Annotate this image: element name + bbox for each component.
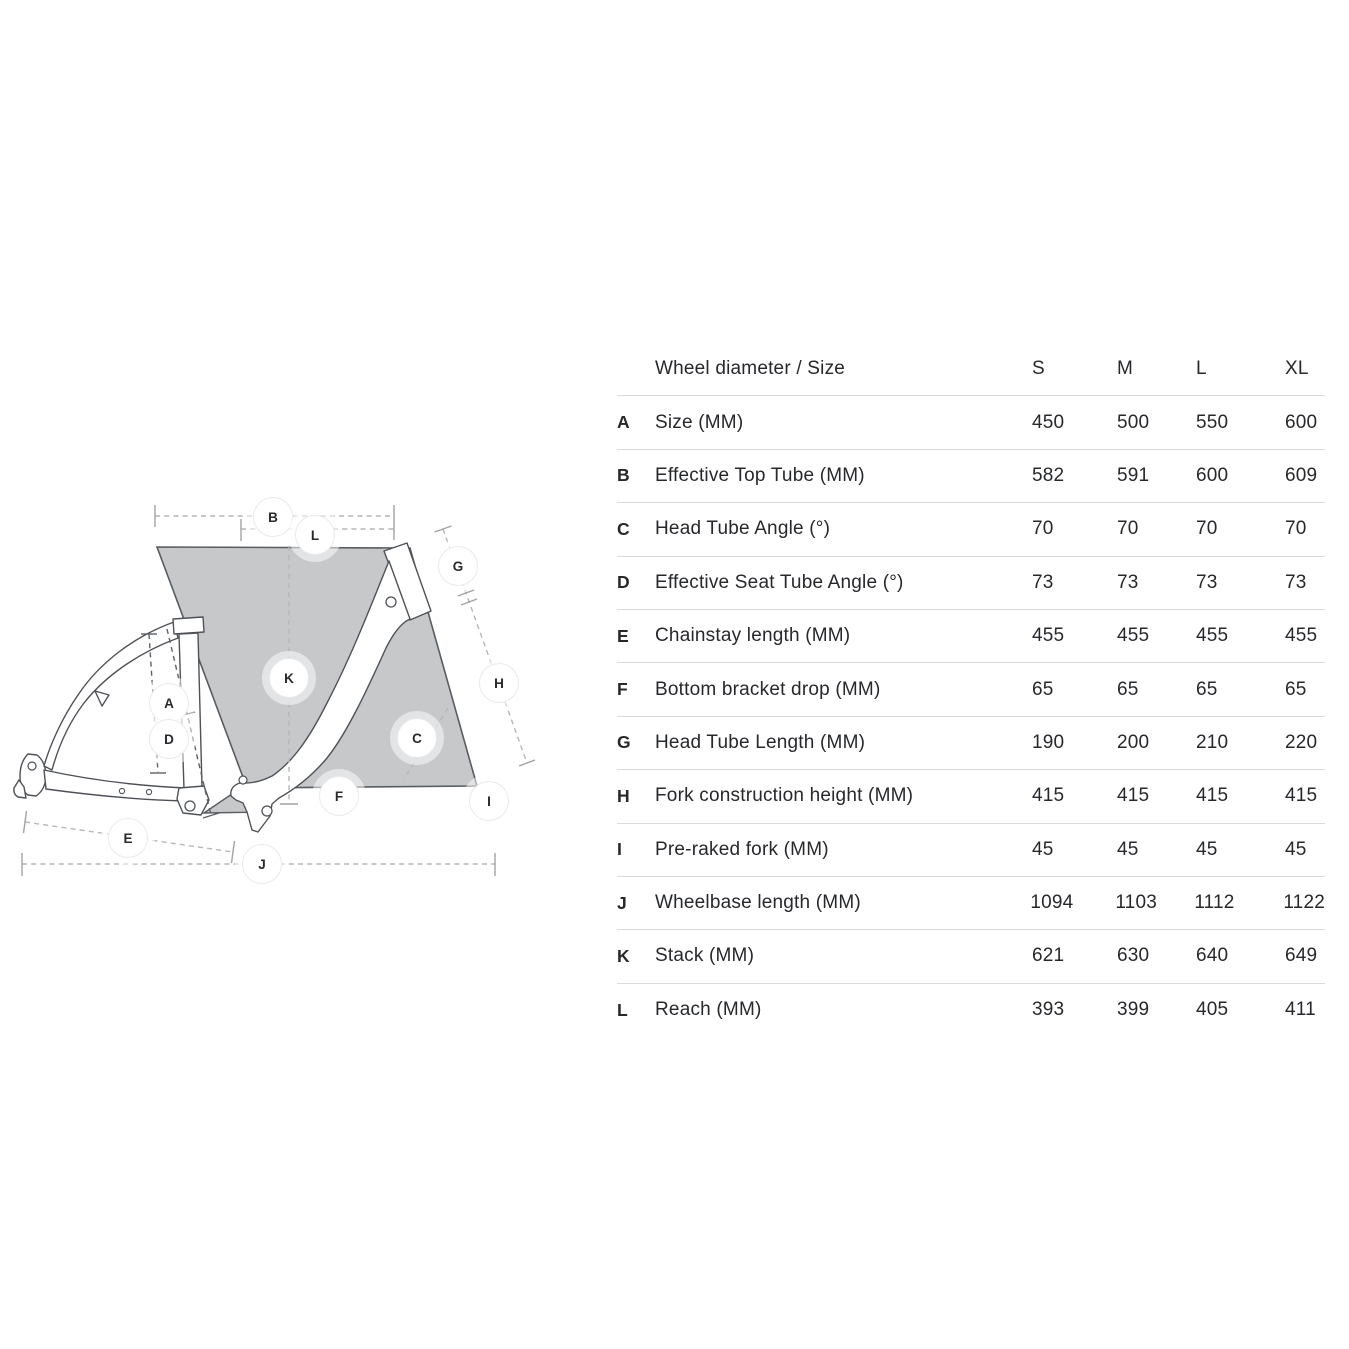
svg-text:C: C	[412, 730, 422, 746]
row-letter: I	[617, 839, 623, 860]
value-s: 45	[1032, 838, 1054, 860]
row-letter: H	[617, 785, 630, 806]
kickstand-bolt-hole	[262, 806, 272, 816]
row-label: Chainstay length (MM)	[655, 625, 851, 647]
svg-text:E: E	[123, 830, 133, 846]
value-s: 65	[1032, 678, 1054, 700]
row-label: Effective Top Tube (MM)	[655, 464, 865, 486]
column-header-size-m: M	[1117, 358, 1134, 380]
column-header-size-s: S	[1032, 358, 1045, 380]
row-letter: G	[617, 732, 631, 753]
svg-text:B: B	[268, 509, 278, 525]
value-m: 455	[1117, 625, 1150, 647]
svg-text:A: A	[164, 695, 174, 711]
row-letter: E	[617, 625, 629, 646]
dimension-badge-K	[262, 651, 316, 705]
frame-size-shape	[157, 547, 477, 813]
value-l: 210	[1196, 731, 1229, 753]
table-row	[617, 877, 1325, 930]
value-l: 405	[1196, 999, 1229, 1021]
table-row	[617, 930, 1325, 983]
dimension-badge-G	[431, 539, 485, 593]
value-m: 500	[1117, 411, 1150, 433]
chain-stay	[44, 770, 186, 801]
value-s: 450	[1032, 411, 1065, 433]
column-header-size-l: L	[1196, 358, 1207, 380]
value-m: 70	[1117, 518, 1139, 540]
chainstay-bolt-hole	[119, 788, 124, 793]
dimension-badge-F	[312, 769, 366, 823]
seat-tube-bolt-hole	[185, 801, 195, 811]
value-l: 640	[1196, 945, 1229, 967]
table-header-label: Wheel diameter / Size	[655, 358, 846, 380]
value-s: 582	[1032, 464, 1065, 486]
value-s: 73	[1032, 571, 1054, 593]
row-label: Bottom bracket drop (MM)	[655, 678, 881, 700]
svg-text:J: J	[258, 856, 266, 872]
value-xl: 411	[1285, 999, 1316, 1021]
value-s: 393	[1032, 999, 1065, 1021]
dimension-badge-I	[462, 774, 516, 828]
value-l: 73	[1196, 571, 1218, 593]
value-xl: 415	[1285, 785, 1318, 807]
value-m: 1103	[1115, 892, 1157, 914]
value-l: 65	[1196, 678, 1218, 700]
value-xl: 65	[1285, 678, 1307, 700]
value-l: 1112	[1194, 892, 1235, 914]
svg-text:D: D	[164, 731, 174, 747]
table-row	[617, 503, 1325, 556]
row-letter: K	[617, 945, 630, 966]
table-row	[617, 770, 1325, 823]
svg-text:I: I	[487, 793, 491, 809]
value-s: 415	[1032, 785, 1065, 807]
dimension-badge-J	[235, 837, 289, 891]
value-xl: 455	[1285, 625, 1318, 647]
table-row	[617, 717, 1325, 770]
value-xl: 73	[1285, 571, 1307, 593]
row-label: Stack (MM)	[655, 945, 755, 967]
row-letter: L	[617, 999, 628, 1020]
value-l: 45	[1196, 838, 1218, 860]
value-xl: 649	[1285, 945, 1318, 967]
row-label: Effective Seat Tube Angle (°)	[655, 571, 904, 593]
dimension-badge-H	[472, 656, 526, 710]
row-label: Size (MM)	[655, 411, 744, 433]
head-tube-bolt-hole	[386, 597, 396, 607]
value-s: 70	[1032, 518, 1054, 540]
seat-post-collar	[173, 617, 204, 634]
row-label: Fork construction height (MM)	[655, 785, 914, 807]
table-row	[617, 450, 1325, 503]
rear-axle-hole	[28, 762, 36, 770]
column-header-size-xl: XL	[1285, 358, 1309, 380]
table-row	[617, 984, 1325, 1037]
geometry-table	[617, 343, 1325, 1037]
row-label: Wheelbase length (MM)	[655, 892, 861, 914]
row-label: Head Tube Length (MM)	[655, 731, 866, 753]
table-row	[617, 663, 1325, 716]
table-body	[617, 396, 1325, 1037]
value-l: 415	[1196, 785, 1229, 807]
value-m: 65	[1117, 678, 1139, 700]
value-m: 73	[1117, 571, 1139, 593]
row-letter: B	[617, 465, 630, 486]
value-xl: 70	[1285, 518, 1307, 540]
dimension-badge-L	[288, 508, 342, 562]
table-row	[617, 824, 1325, 877]
cable-stop-tab	[95, 691, 109, 706]
row-letter: C	[617, 518, 630, 539]
value-xl: 220	[1285, 731, 1318, 753]
bottom-bracket-bolt-hole	[239, 776, 247, 784]
row-label: Pre-raked fork (MM)	[655, 838, 829, 860]
value-s: 621	[1032, 945, 1065, 967]
svg-text:L: L	[310, 527, 320, 543]
value-s: 1094	[1030, 892, 1074, 914]
row-letter: A	[617, 412, 630, 433]
row-letter: F	[617, 679, 628, 700]
value-s: 190	[1032, 731, 1065, 753]
value-xl: 45	[1285, 838, 1307, 860]
value-m: 630	[1117, 945, 1150, 967]
value-l: 600	[1196, 464, 1229, 486]
value-xl: 600	[1285, 411, 1318, 433]
row-label: Head Tube Angle (°)	[655, 518, 831, 540]
svg-text:G: G	[452, 558, 464, 574]
dimension-badge-E	[101, 811, 155, 865]
table-row	[617, 610, 1325, 663]
value-m: 200	[1117, 731, 1150, 753]
row-label: Reach (MM)	[655, 999, 762, 1021]
value-s: 455	[1032, 625, 1065, 647]
value-l: 550	[1196, 411, 1229, 433]
value-l: 70	[1196, 518, 1218, 540]
svg-text:H: H	[494, 675, 504, 691]
value-m: 45	[1117, 838, 1139, 860]
dimension-badge-C	[390, 711, 444, 765]
svg-text:F: F	[334, 788, 344, 804]
value-xl: 1122	[1283, 892, 1325, 914]
value-xl: 609	[1285, 464, 1318, 486]
row-letter: D	[617, 572, 630, 593]
value-l: 455	[1196, 625, 1229, 647]
value-m: 399	[1117, 999, 1150, 1021]
table-row	[617, 557, 1325, 610]
dimension-badge-D	[142, 712, 196, 766]
chainstay-bolt-hole	[146, 789, 151, 794]
svg-text:K: K	[284, 670, 294, 686]
value-m: 591	[1117, 464, 1150, 486]
table-row	[617, 396, 1325, 449]
value-m: 415	[1117, 785, 1150, 807]
row-letter: J	[617, 892, 627, 913]
table-header-row	[617, 343, 1325, 396]
